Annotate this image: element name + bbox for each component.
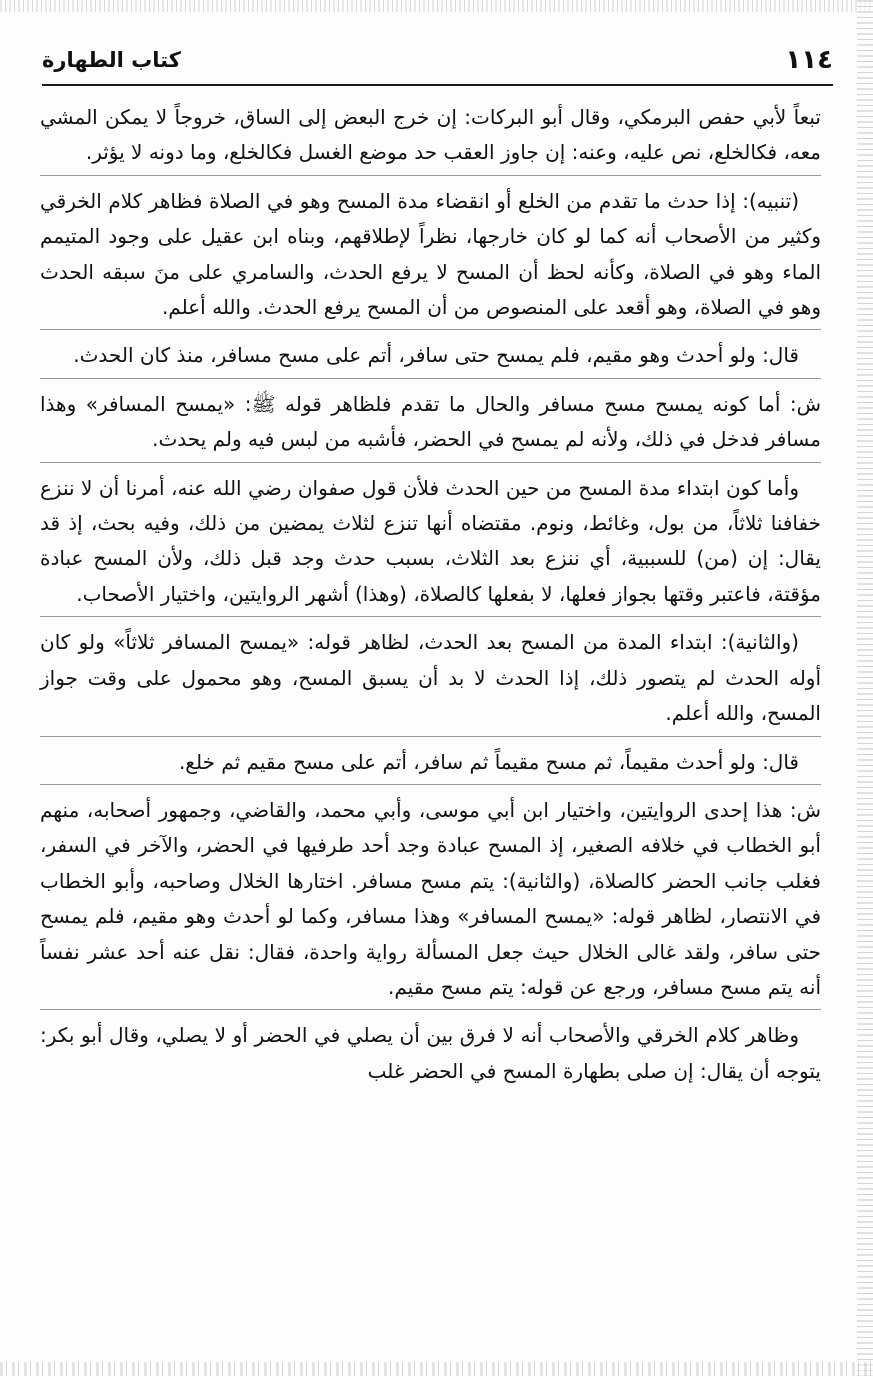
paragraph: ش: أما كونه يمسح مسح مسافر والحال ما تقدم فلظاهر قوله ﷺ: «يمسح المسافر» وهذا مسافر فدخل في ذلك، ولأنه لم يمسح في الحضر، فأشبه من لبس فيه ولم يحدث. xyxy=(40,387,821,463)
scan-edge-bottom xyxy=(0,1362,873,1376)
page-header xyxy=(42,38,833,82)
paragraph: (تنبيه): إذا حدث ما تقدم من الخلع أو انقضاء مدة المسح وهو في الصلاة فظاهر كلام الخرقي وكثير من الأصحاب أنه كما لو كان خارجها، نظراً لإطلاقهم، وبناه ابن عقيل على وجود المتيمم الماء وهو في الصلاة، وكأنه لحظ أن المسح لا يرفع الحدث، والسامري على منَ سبقه الحدث وهو في الصلاة، وهو أقعد على المنصوص من أن المسح يرفع الحدث. والله أعلم. xyxy=(40,184,821,331)
page-number: ١١٤ xyxy=(785,45,833,75)
paragraph: قال: ولو أحدث مقيماً، ثم مسح مقيماً ثم سافر، أتم على مسح مقيم ثم خلع. xyxy=(40,745,821,785)
paragraph: وأما كون ابتداء مدة المسح من حين الحدث فلأن قول صفوان رضي الله عنه، أمرنا أن لا ننزع خفافنا ثلاثاً، من بول، وغائط، ونوم. مقتضاه أنها تنزع لثلاث يمضين من ذلك، وفيه بحث، إذ قد يقال: إن (من) للسببية، أي ننزع بعد الثلاث، بسبب حدث وجد قبل ذلك، ولأن المسح عبادة مؤقتة، فاعتبر وقتها بجواز فعلها، لا بفعلها كالصلاة، (وهذا) أشهر الروايتين، واختيار الأصحاب. xyxy=(40,471,821,618)
scan-edge-top xyxy=(0,0,873,12)
scan-edge-right xyxy=(857,0,873,1376)
running-title: كتاب الطهارة xyxy=(42,48,181,72)
header-rule xyxy=(42,84,833,86)
paragraph: تبعاً لأبي حفص البرمكي، وقال أبو البركات: إن خرج البعض إلى الساق، خروجاً لا يمكن المشي معه، فكالخلع، نص عليه، وعنه: إن جاوز العقب حد موضع الغسل فكالخلع، وما دونه لا يؤثر. xyxy=(40,100,821,176)
page-body xyxy=(40,100,821,1092)
paragraph: ش: هذا إحدى الروايتين، واختيار ابن أبي موسى، وأبي محمد، والقاضي، وجمهور أصحابه، منهم أبو الخطاب في خلافه الصغير، إذ المسح عبادة وجد أحد طرفيها في الحضر، والآخر في السفر، فغلب جانب الحضر كالصلاة، (والثانية): يتم مسح مسافر. اختارها الخلال وصاحبه، وأبو الخطاب في الانتصار، لظاهر قوله: «يمسح المسافر» وهذا مسافر، وكما لو أحدث وهو مقيم، فلم يمسح حتى سافر، ولقد غالى الخلال حيث جعل المسألة رواية واحدة، فقال: نقل عنه أحد عشر نفساً أنه يتم مسح مسافر، ورجع عن قوله: يتم مسح مقيم. xyxy=(40,793,821,1010)
paragraph: وظاهر كلام الخرقي والأصحاب أنه لا فرق بين أن يصلي في الحضر أو لا يصلي، وقال أبو بكر: يتوجه أن يقال: إن صلى بطهارة المسح في الحضر غلب xyxy=(40,1023,821,1083)
paragraph: قال: ولو أحدث وهو مقيم، فلم يمسح حتى سافر، أتم على مسح مسافر، منذ كان الحدث. xyxy=(40,338,821,378)
paragraph: (والثانية): ابتداء المدة من المسح بعد الحدث، لظاهر قوله: «يمسح المسافر ثلاثاً» ولو كان أوله الحدث لم يتصور ذلك، إذا الحدث لا بد أن يسبق المسح، وهو محمول على وقت جواز المسح، والله أعلم. xyxy=(40,625,821,736)
